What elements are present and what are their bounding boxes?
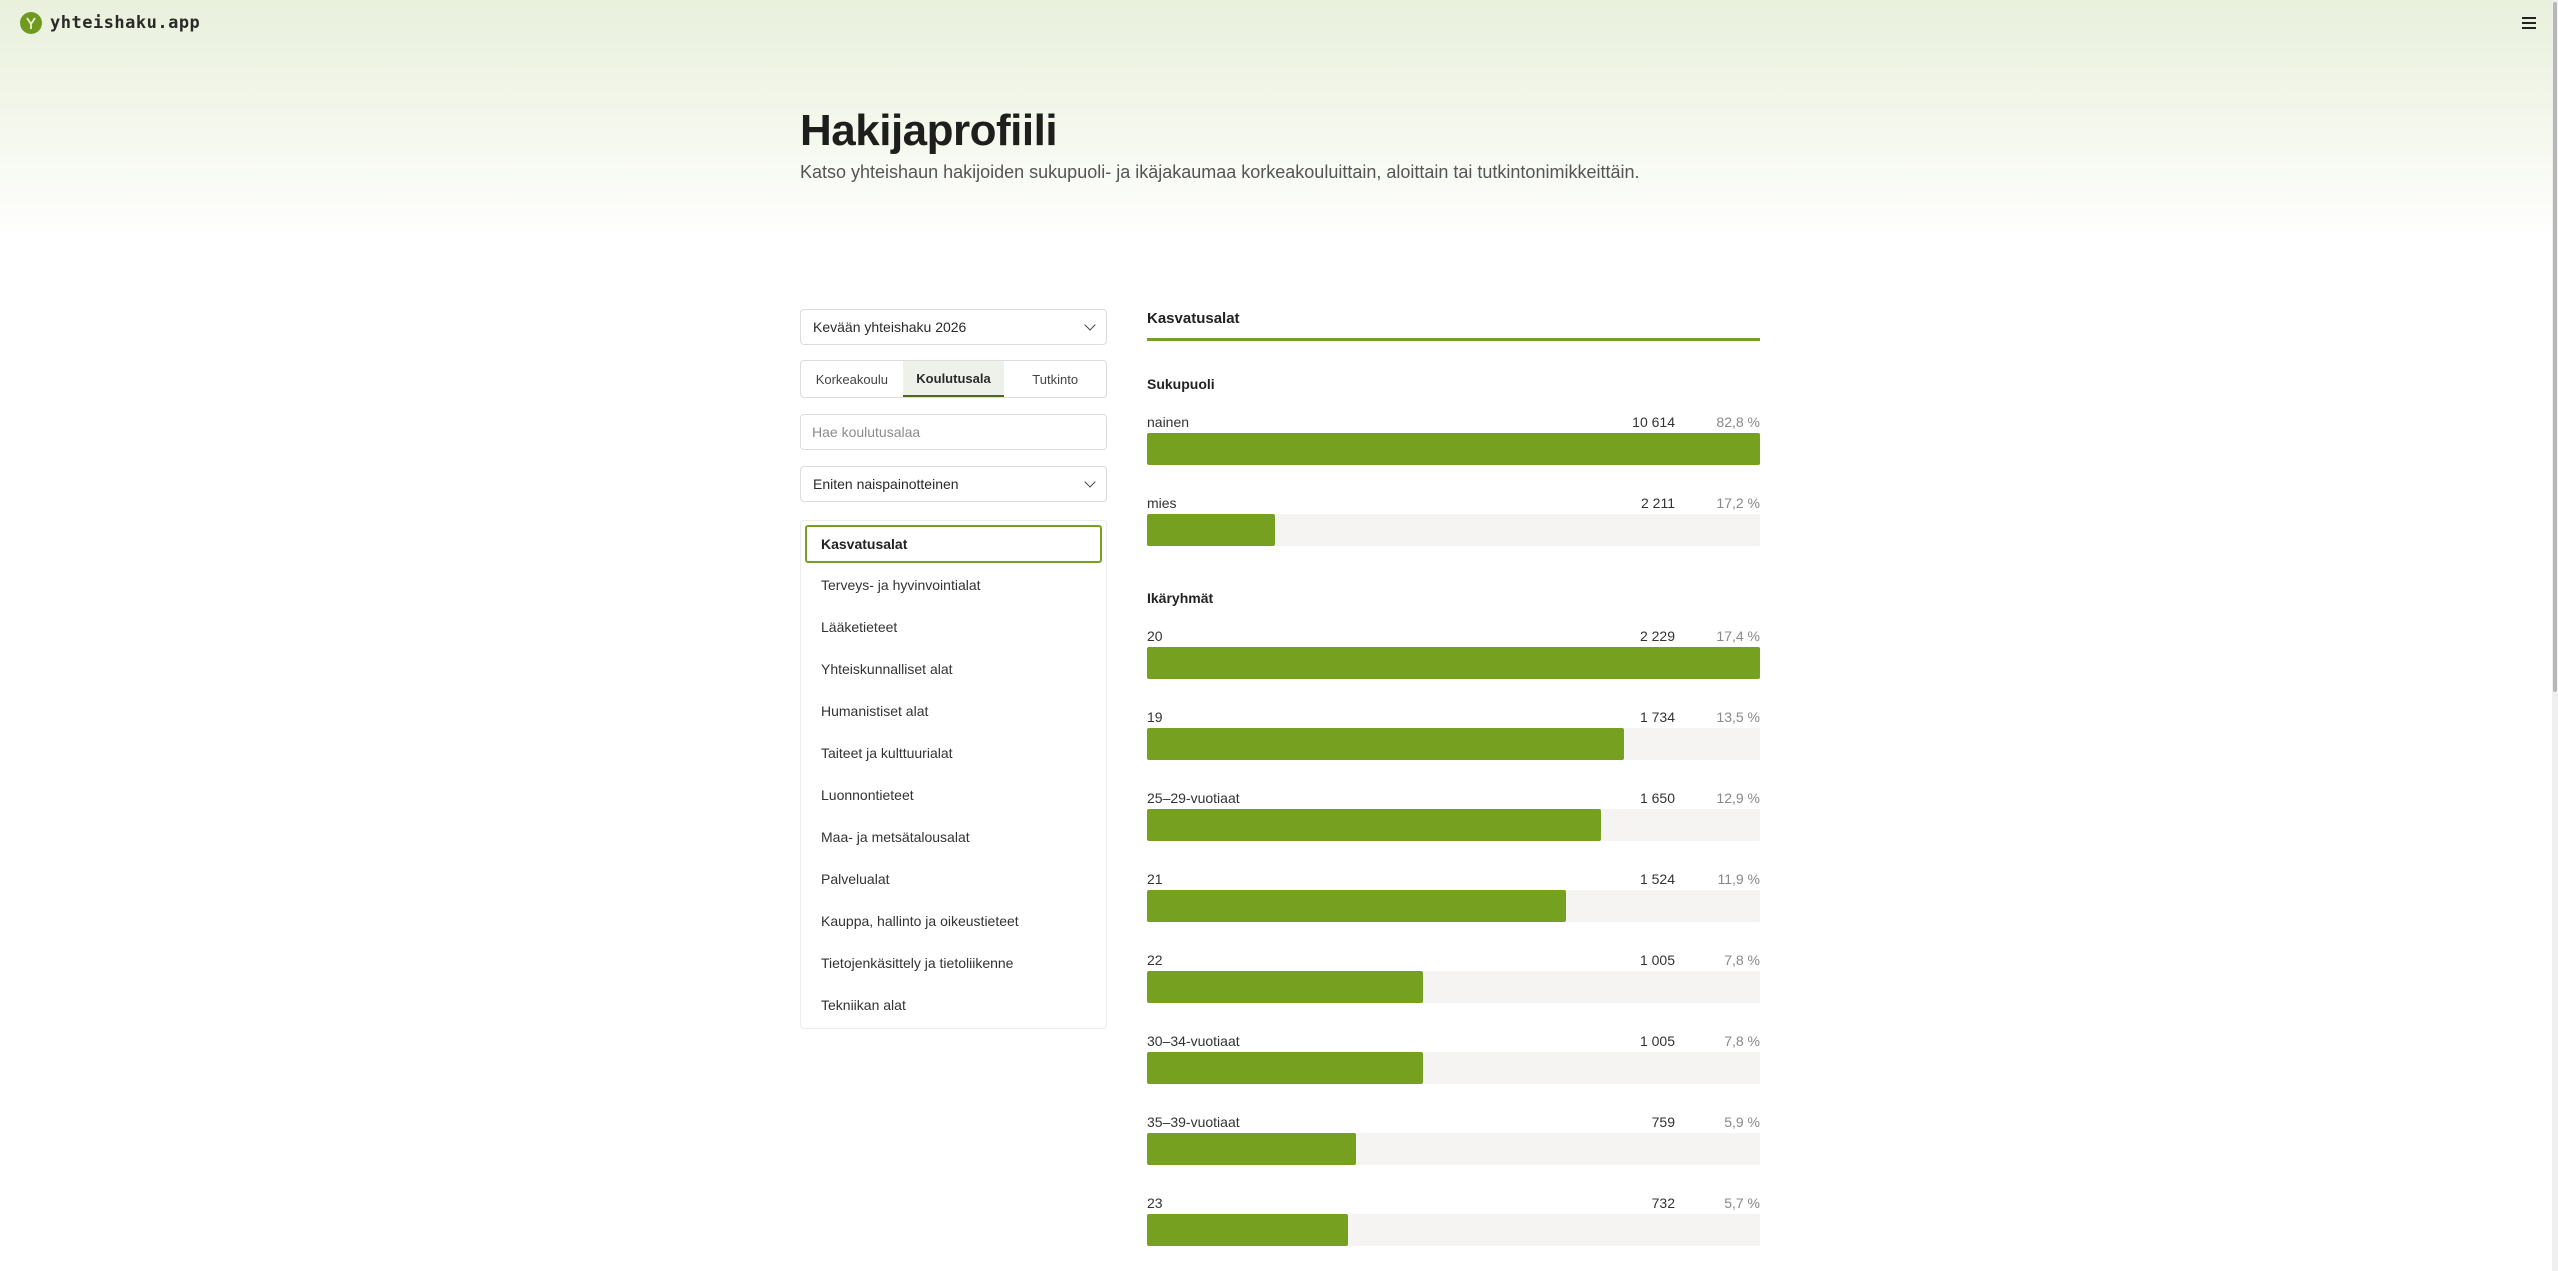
- row-count: 1 650: [1639, 790, 1675, 806]
- round-select-value: Kevään yhteishaku 2026: [813, 319, 967, 335]
- row-percent: 13,5 %: [1716, 709, 1760, 725]
- row-label: 35–39-vuotiaat: [1147, 1114, 1240, 1130]
- row-label: 20: [1147, 628, 1163, 644]
- row-label: 25–29-vuotiaat: [1147, 790, 1240, 806]
- chevron-down-icon: [1084, 319, 1095, 330]
- row-percent: 7,8 %: [1724, 952, 1760, 968]
- list-item[interactable]: Terveys- ja hyvinvointialat: [821, 577, 981, 593]
- bar-fill: [1147, 809, 1601, 841]
- list-item[interactable]: Yhteiskunnalliset alat: [821, 661, 953, 677]
- page-subtitle: Katso yhteishaun hakijoiden sukupuoli- ja ikäjakaumaa korkeakouluittain, aloittain tai tutkintonimikkeittäin.: [800, 162, 1640, 182]
- row-percent: 11,9 %: [1717, 871, 1760, 887]
- bar-fill: [1147, 971, 1423, 1003]
- gender-heading: Sukupuoli: [1147, 376, 1215, 392]
- brand-name: yhteishaku.app: [50, 13, 201, 33]
- bar-fill: [1147, 728, 1624, 760]
- bar-fill: [1147, 1052, 1423, 1084]
- leaf-logo-icon: [20, 12, 42, 34]
- list-item[interactable]: Tekniikan alat: [821, 997, 906, 1013]
- sort-select[interactable]: [800, 466, 1107, 502]
- bar-fill: [1147, 1133, 1356, 1165]
- panel-title: Kasvatusalat: [1147, 310, 1240, 327]
- row-count: 759: [1651, 1114, 1675, 1130]
- row-label: mies: [1147, 495, 1177, 511]
- list-item[interactable]: Palvelualat: [821, 871, 890, 887]
- grouping-tabs: [800, 360, 1107, 398]
- tab-tutkinto[interactable]: Tutkinto: [1032, 371, 1079, 387]
- top-bar: [0, 0, 2558, 50]
- row-count: 2 211: [1641, 495, 1675, 511]
- page-title: Hakijaprofiili: [800, 106, 1058, 155]
- list-item[interactable]: Humanistiset alat: [821, 703, 929, 719]
- tab-korkeakoulu[interactable]: Korkeakoulu: [815, 371, 888, 387]
- row-percent: 12,9 %: [1716, 790, 1760, 806]
- row-percent: 5,9 %: [1724, 1114, 1760, 1130]
- bar-fill: [1147, 514, 1275, 546]
- bar-fill: [1147, 647, 1760, 679]
- list-item[interactable]: Kauppa, hallinto ja oikeustieteet: [821, 913, 1019, 929]
- row-count: 10 614: [1632, 414, 1675, 430]
- row-count: 2 229: [1639, 628, 1675, 644]
- row-count: 732: [1651, 1195, 1675, 1211]
- search-input[interactable]: [800, 414, 1107, 450]
- row-count: 1 005: [1639, 1033, 1675, 1049]
- row-percent: 7,8 %: [1724, 1033, 1760, 1049]
- row-count: 1 005: [1639, 952, 1675, 968]
- list-item[interactable]: Lääketieteet: [821, 619, 898, 635]
- round-select[interactable]: [800, 309, 1107, 345]
- bar-fill: [1147, 433, 1760, 465]
- list-item-selected[interactable]: Kasvatusalat: [805, 525, 1102, 563]
- row-percent: 5,7 %: [1724, 1195, 1760, 1211]
- field-list: [800, 520, 1107, 1029]
- bar-fill: [1147, 1214, 1348, 1246]
- list-item[interactable]: Tietojenkäsittely ja tietoliikenne: [821, 955, 1014, 971]
- row-label: 22: [1147, 952, 1163, 968]
- row-label: 21: [1147, 871, 1163, 887]
- row-count: 1 734: [1639, 709, 1675, 725]
- tab-koulutusala[interactable]: Koulutusala: [903, 361, 1005, 397]
- row-percent: 17,2 %: [1716, 495, 1760, 511]
- scrollbar-thumb[interactable]: [2553, 2, 2557, 692]
- bar-fill: [1147, 890, 1566, 922]
- chevron-down-icon: [1084, 476, 1095, 487]
- list-item[interactable]: Maa- ja metsätalousalat: [821, 829, 970, 845]
- panel-divider: [1147, 338, 1760, 341]
- logo[interactable]: [20, 12, 200, 34]
- row-label: nainen: [1147, 414, 1190, 430]
- hamburger-menu-icon[interactable]: [2518, 12, 2540, 34]
- list-item[interactable]: Taiteet ja kulttuurialat: [821, 745, 953, 761]
- sort-select-value: Eniten naispainotteinen: [813, 476, 959, 492]
- row-label: 23: [1147, 1195, 1163, 1211]
- row-count: 1 524: [1639, 871, 1675, 887]
- row-percent: 17,4 %: [1716, 628, 1760, 644]
- list-item[interactable]: Luonnontieteet: [821, 787, 914, 803]
- row-percent: 82,8 %: [1716, 414, 1760, 430]
- row-label: 30–34-vuotiaat: [1147, 1033, 1240, 1049]
- age-heading: Ikäryhmät: [1147, 590, 1214, 606]
- row-label: 19: [1147, 709, 1163, 725]
